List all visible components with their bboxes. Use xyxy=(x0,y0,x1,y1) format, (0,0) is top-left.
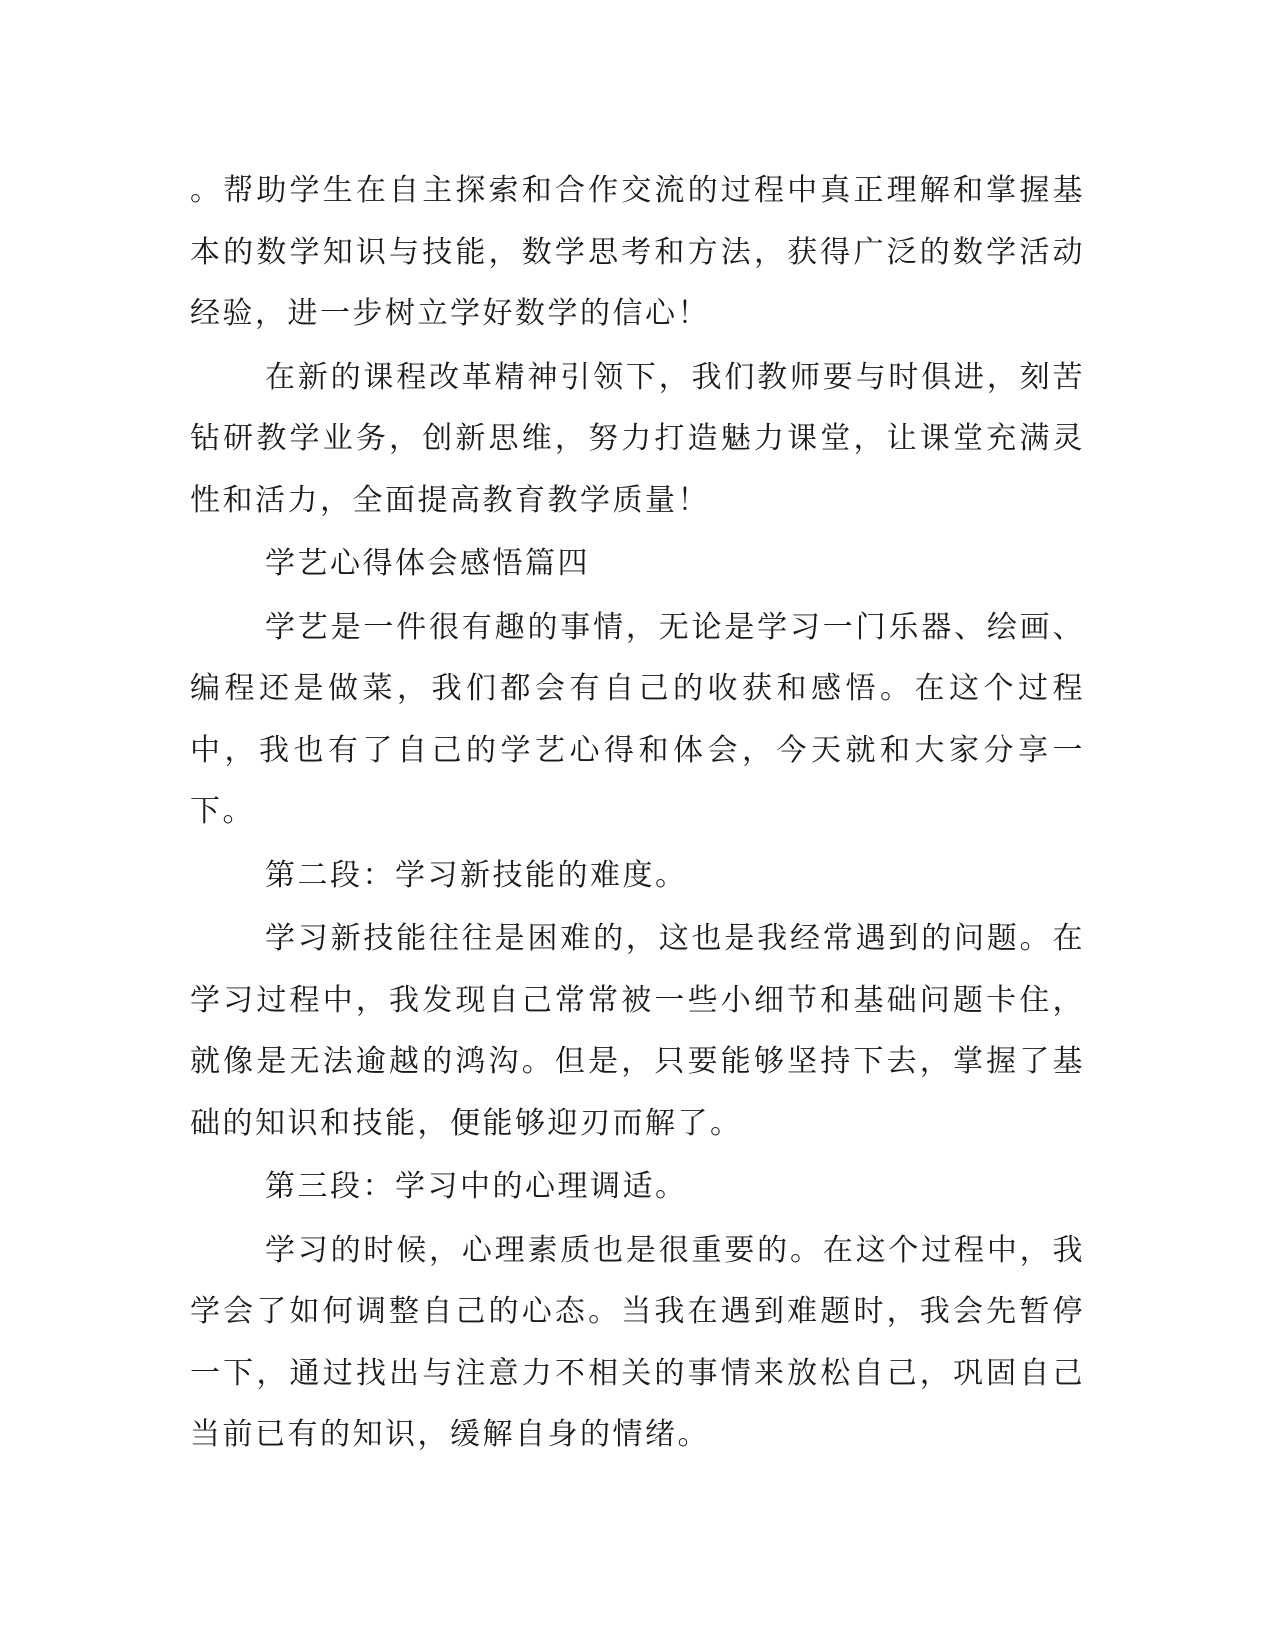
paragraph-curriculum-reform: 在新的课程改革精神引领下，我们教师要与时俱进，刻苦钻研教学业务，创新思维，努力打造魅力课堂，让课堂充满灵性和活力，全面提高教育教学质量！ xyxy=(190,359,1085,518)
paragraph-intro: 学艺是一件很有趣的事情，无论是学习一门乐器、绘画、编程还是做菜，我们都会有自己的收获和感悟。在这个过程中，我也有了自己的学艺心得和体会，今天就和大家分享一下。 xyxy=(190,609,1085,829)
paragraph-difficulty: 学习新技能往往是困难的，这也是我经常遇到的问题。在学习过程中，我发现自己常常被一些小细节和基础问题卡住，就像是无法逾越的鸿沟。但是，只要能够坚持下去，掌握了基础的知识和技能，便能够迎刃而解了。 xyxy=(190,921,1085,1141)
section-heading: 学艺心得体会感悟篇四 xyxy=(265,546,590,581)
subheading-third-section: 第三段：学习中的心理调适。 xyxy=(265,1169,688,1204)
document-body xyxy=(190,160,1085,1468)
paragraph-psychology: 学习的时候，心理素质也是很重要的。在这个过程中，我学会了如何调整自己的心态。当我在遇到难题时，我会先暂停一下，通过找出与注意力不相关的事情来放松自己，巩固自己当前已有的知识，缓解自身的情绪。 xyxy=(190,1232,1085,1452)
paragraph-continuation: 。帮助学生在自主探索和合作交流的过程中真正理解和掌握基本的数学知识与技能，数学思考和方法，获得广泛的数学活动经验，进一步树立学好数学的信心！ xyxy=(190,173,1085,331)
subheading-second-section: 第二段：学习新技能的难度。 xyxy=(265,857,688,893)
